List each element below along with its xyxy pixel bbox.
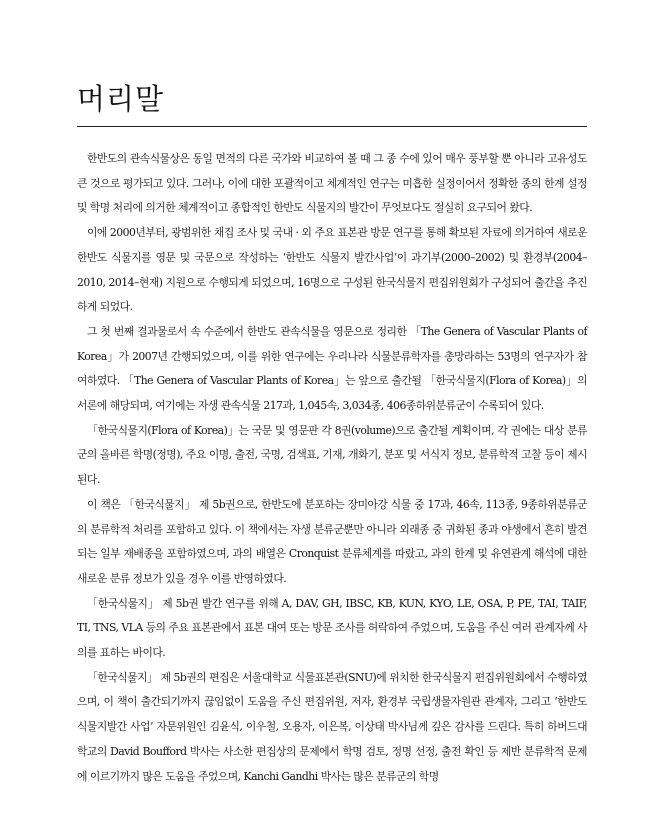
paragraph: 「한국식물지」 제 5b권의 편집은 서울대학교 식물표본관(SNU)에 위치한 한국식물지 편집위원회에서 수행하였으며, 이 책이 출간되기까지 끊임없이 도움을 주신 편집위원, 저자, 환경부 국립생물자원관 관계자, 그리고 ‘한반도 식물지발간 사업’ 자문위원인 김윤식, 이우철, 오용자, 이은복, 이상태 박사님께 깊은 감사를 드린다. 특히 하버드대학교의 David Boufford 박사는 사소한 편집상의 문제에서 학명 검토, 정명 선정, 출전 확인 등 제반 분류학적 문제에 이르기까지 많은 도움을 주었으며, Kanchi Gandhi 박사는 많은 분류군의 학명 xyxy=(77,670,587,783)
paragraph: 이 책은 「한국식물지」 제 5b권으로, 한반도에 분포하는 장미아강 식물 중 17과, 46속, 113종, 9종하위분류군의 분류학적 처리를 포함하고 있다. 이 책에서는 자생 분류군뿐만 아니라 외래종 중 귀화된 종과 야생에서 흔히 발견되는 일부 재배종을 포함하였으며, 과의 배열은 Cronquist 분류체계를 따랐고, 과의 한계 및 유연관계 해석에 대한 새로운 분류 정보가 있을 경우 이를 반영하였다. xyxy=(77,497,587,585)
paragraph: 「한국식물지(Flora of Korea)」는 국문 및 영문판 각 8권(volume)으로 출간될 계획이며, 각 권에는 대상 분류군의 올바른 학명(정명), 주요 이명, 출전, 국명, 검색표, 기재, 개화기, 분포 및 서식지 정보, 분류학적 고찰 등이 제시된다. xyxy=(77,423,587,487)
paragraph: 그 첫 번째 결과물로서 속 수준에서 한반도 관속식물을 영문으로 정리한 「The Genera of Vascular Plants of Korea」가 2007년 간행되었으며, 이를 위한 연구에는 우리나라 식물분류학자를 총망라하는 53명의 연구자가 참여하였다. 「The Genera of Vascular Plants of Korea」는 앞으로 출간될 「한국식물지(Flora of Korea)」의 서론에 해당되며, 여기에는 자생 관속식물 217과, 1,045속, 3,034종, 406종하위분류군이 수록되어 있다. xyxy=(77,324,587,413)
paragraph: 한반도의 관속식물상은 동일 면적의 다른 국가와 비교하여 볼 때 그 종 수에 있어 매우 풍부할 뿐 아니라 고유성도 큰 것으로 평가되고 있다. 그러나, 이에 대한 포괄적이고 체계적인 연구는 미흡한 실정이어서 정확한 종의 한계 설정 및 학명 처리에 의거한 체계적이고 종합적인 한반도 식물지의 발간이 무엇보다도 절실히 요구되어 왔다. xyxy=(77,152,587,215)
title-divider xyxy=(77,126,587,127)
paragraph: 이에 2000년부터, 광범위한 채집 조사 및 국내 · 외 주요 표본관 방문 연구를 통해 확보된 자료에 의거하여 새로운 한반도 식물지를 영문 및 국문으로 작성하는 ‘한반도 식물지 발간사업’이 과기부(2000–2002) 및 환경부(2004–2010, 2014–현재) 지원으로 수행되게 되었으며, 16명으로 구성된 한국식물지 편집위원회가 구성되어 출간을 추진하게 되었다. xyxy=(77,226,587,314)
paragraph: 「한국식물지」 제 5b권 발간 연구를 위해 A, DAV, GH, IBSC, KB, KUN, KYO, LE, OSA, P, PE, TAI, TAIF, TI, TNS, VLA 등의 주요 표본관에서 표본 대여 또는 방문 조사를 허락하여 주었으며, 도움을 주신 여러 관계자께 사의를 표하는 바이다. xyxy=(77,596,587,660)
page-title: 머리말 xyxy=(77,82,165,116)
preface-body xyxy=(77,147,587,789)
